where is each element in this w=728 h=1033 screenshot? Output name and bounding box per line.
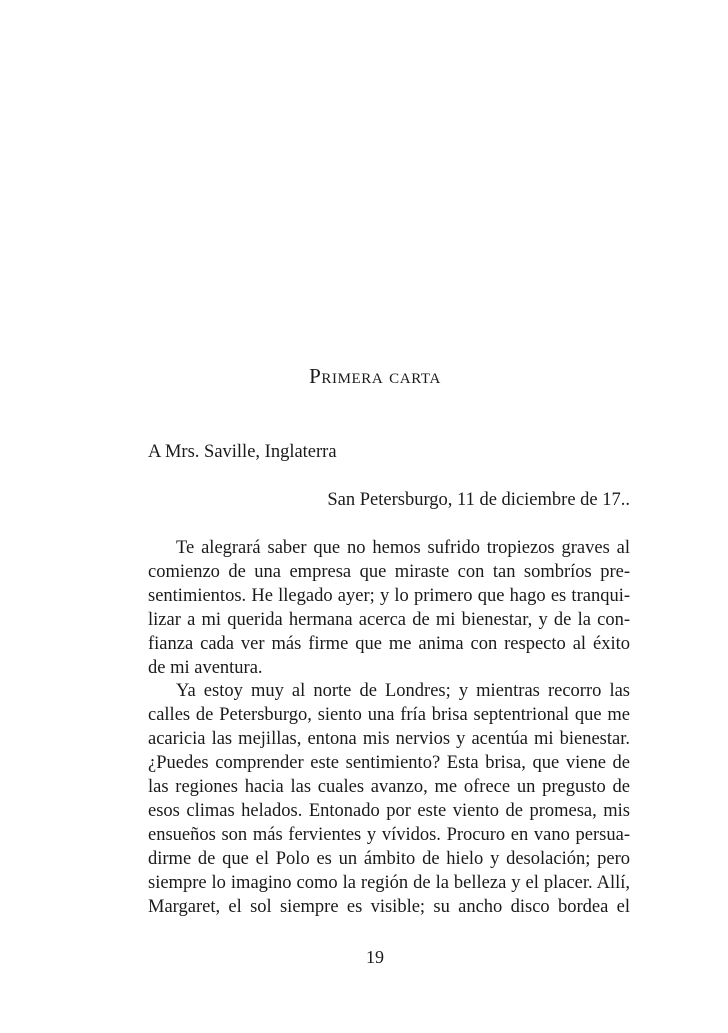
text-line: Te alegrará saber que no hemos sufrido tropiezos graves al [176,538,630,558]
text-line: ¿Puedes comprender este sentimiento? Esta brisa, que viene de [148,753,630,774]
page-number: 19 [366,947,384,967]
text-line: fianza cada ver más firme que me anima con respecto al éxito [148,633,630,654]
paragraph-1 [120,537,630,680]
text-line: acaricia las mejillas, entona mis nervios y acentúa mi bienestar. [148,729,630,750]
letter-dateline: San Petersburgo, 11 de diciembre de 17.. [327,490,630,510]
letter-body [120,537,630,920]
text-line: siempre lo imagino como la región de la belleza y el placer. Allí, [148,872,630,893]
text-line: las regiones hacia las cuales avanzo, me ofrece un pregusto de [148,777,630,798]
text-line: lizar a mi querida hermana acerca de mi bienestar, y de la con- [148,609,630,630]
text-line: comienzo de una empresa que miraste con tan sombríos pre- [148,561,630,582]
text-line: dirme de que el Polo es un ámbito de hielo y desolación; pero [148,848,630,869]
text-line: Ya estoy muy al norte de Londres; y mientras recorro las [176,681,630,702]
paragraph-2 [120,680,630,919]
text-line: de mi aventura. [148,657,263,678]
text-line: esos climas helados. Entonado por este viento de promesa, mis [148,800,630,821]
text-line: ensueños son más fervientes y vívidos. Procuro en vano persua- [148,824,630,845]
text-line: Margaret, el sol siempre es visible; su ancho disco bordea el [148,896,630,917]
chapter-title: Primera carta [309,364,441,388]
text-line: sentimientos. He llegado ayer; y lo primero que hago es tranqui- [148,585,630,606]
letter-recipient: A Mrs. Saville, Inglaterra [148,442,337,462]
text-line: calles de Petersburgo, siento una fría brisa septentrional que me [148,705,630,726]
